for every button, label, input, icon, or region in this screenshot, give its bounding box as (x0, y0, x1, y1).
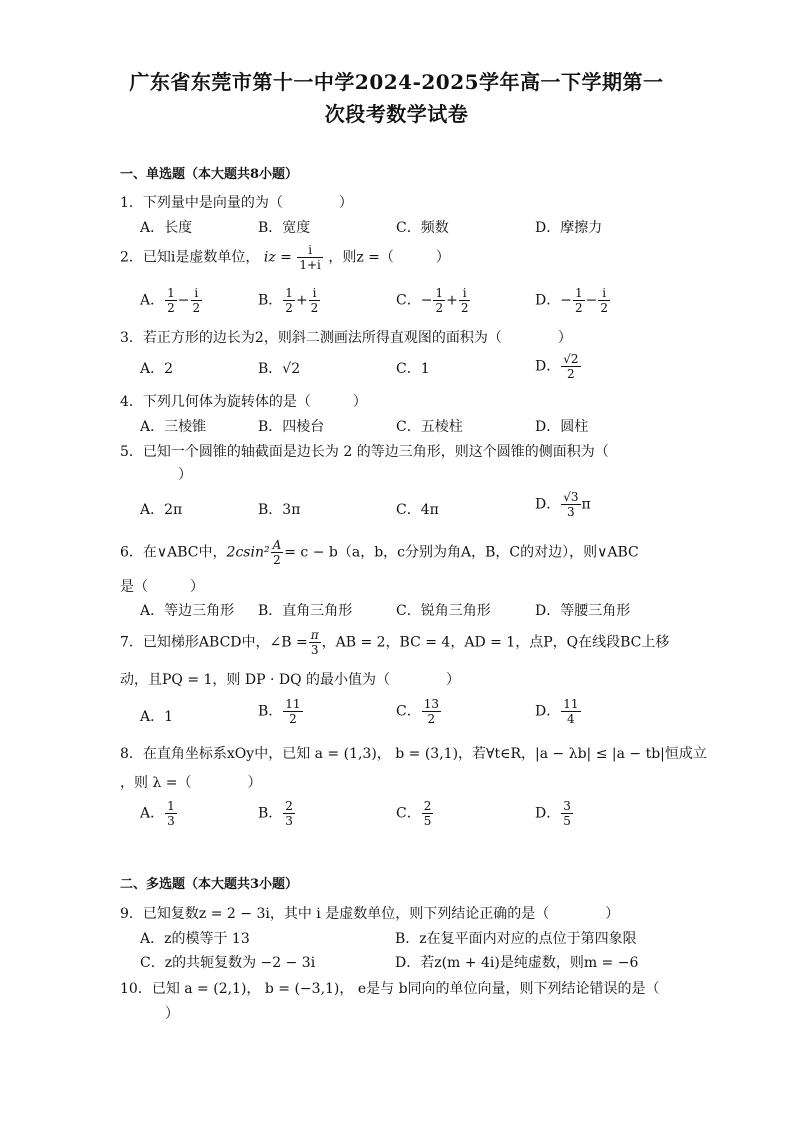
question-9-options-row1 (140, 928, 680, 952)
question-8-line2: ，则 λ =（ ） (120, 775, 262, 791)
option-b: B．直角三角形 (258, 603, 353, 619)
question-4-options (140, 416, 680, 440)
exam-title-line1: 广东省东莞市第十一中学2024-2025学年高一下学期第一 (129, 70, 664, 94)
fraction: $\frac{i}{1+i}$ (299, 243, 321, 272)
question-6-options (140, 600, 680, 624)
option-d: D．等腰三角形 (535, 603, 631, 619)
option-d: D． $\frac{√2}{2}$ (535, 352, 579, 381)
option-a: A．长度 (140, 220, 193, 236)
option-c: C． $\frac{13}{2}$ (396, 697, 439, 726)
option-c: C．z的共轭复数为 −2 − 3i (140, 955, 316, 971)
option-a: A．2 (140, 361, 174, 377)
option-b: B．宽度 (258, 220, 311, 236)
question-7-options (140, 697, 680, 735)
option-c: C．锐角三角形 (396, 603, 491, 619)
question-8-line1: 8．在直角坐标系xOy中，已知 a = (1,3)， b = (3,1)，若∀t∈R，|a − λb| ≤ |a − tb|恒成立 (120, 746, 707, 762)
question-5-line2: ） (178, 467, 192, 483)
question-10-line2: ） (165, 1006, 179, 1022)
question-4: 4．下列几何体为旋转体的是（ ） (120, 394, 367, 410)
option-d: D． $\frac{3}{5}$ (535, 799, 571, 828)
question-2-prefix: 2．已知i是虚数单位， (120, 249, 260, 266)
question-3-options (140, 352, 680, 386)
option-a: A． $\frac{1}{2}$ − $\frac{i}{2}$ (140, 286, 201, 315)
question-2-options (140, 286, 680, 320)
question-6-line1: 6．在∨ABC中，2csin² $\frac{A}{2}$ = c − b（a，b，c分别为角A，B，C的对边），则∨ABC (120, 538, 639, 567)
option-a: A．三棱锥 (140, 419, 207, 435)
option-d: D．− $\frac{1}{2}$ − $\frac{i}{2}$ (535, 286, 608, 315)
question-9: 9．已知复数z = 2 − 3i，其中 i 是虚数单位，则下列结论正确的是（ ） (120, 906, 620, 922)
option-b: B．四棱台 (258, 419, 325, 435)
question-5-options (140, 490, 680, 528)
question-7-line1: 7．已知梯形ABCD中，∠B = $\frac{\pi}{3}$ ，AB = 2，BC = 4，AD = 1，点P，Q在线段BC上移 (120, 628, 670, 657)
option-d: D． $\frac{11}{4}$ (535, 697, 579, 726)
question-7-line2: 动，且PQ = 1，则 DP · DQ 的最小值为（ ） (120, 672, 461, 688)
section-heading-single-choice: 一、单选题（本大题共8小题） (120, 167, 299, 182)
option-b: B． $\frac{1}{2}$ + $\frac{i}{2}$ (258, 286, 319, 315)
question-8-options (140, 799, 680, 837)
exam-title-line2: 次段考数学试卷 (324, 102, 469, 126)
option-a: A． $\frac{1}{3}$ (140, 799, 175, 828)
question-10-line1: 10．已知 a = (2,1)， b = (−3,1)， e是与 b同向的单位向量，则下列结论错误的是（ (120, 981, 660, 997)
question-5-line1: 5．已知一个圆锥的轴截面是边长为 2 的等边三角形，则这个圆锥的侧面积为（ (120, 444, 609, 460)
option-a: A．2π (140, 502, 183, 518)
option-c: C．频数 (396, 220, 449, 236)
option-a: A．1 (140, 709, 174, 725)
option-c: C．五棱柱 (396, 419, 463, 435)
option-c: C．1 (396, 361, 430, 377)
question-2 (120, 243, 450, 272)
option-c: C．4π (396, 502, 439, 518)
option-a: A．z的模等于 13 (140, 931, 250, 947)
option-b: B．3π (258, 502, 301, 518)
option-c: C．− $\frac{1}{2}$ + $\frac{i}{2}$ (396, 286, 469, 315)
section-heading-multiple-choice: 二、多选题（本大题共3小题） (120, 877, 299, 892)
option-b: B． $\frac{11}{2}$ (258, 697, 301, 726)
option-b: B．√2 (258, 361, 301, 377)
question-1-options (140, 217, 680, 241)
question-6-line2: 是（ ） (120, 579, 204, 595)
option-d: D．圆柱 (535, 419, 589, 435)
option-d: D．摩擦力 (535, 220, 603, 236)
question-1: 1．下列量中是向量的为（ ） (120, 195, 353, 211)
question-3: 3．若正方形的边长为2，则斜二测画法所得直观图的面积为（ ） (120, 330, 572, 346)
option-c: C． $\frac{2}{5}$ (396, 799, 432, 828)
option-b: B．z在复平面内对应的点位于第四象限 (395, 931, 637, 947)
option-b: B． $\frac{2}{3}$ (258, 799, 293, 828)
question-9-options-row2 (140, 952, 680, 976)
option-a: A．等边三角形 (140, 603, 235, 619)
question-2-lhs: iz = (263, 249, 292, 266)
option-d: D．若z(m + 4i)是纯虚数，则m = −6 (395, 955, 639, 971)
question-2-suffix: ，则z =（ ） (328, 249, 450, 266)
option-d: D． $\frac{√3}{3}$ π (535, 490, 591, 519)
